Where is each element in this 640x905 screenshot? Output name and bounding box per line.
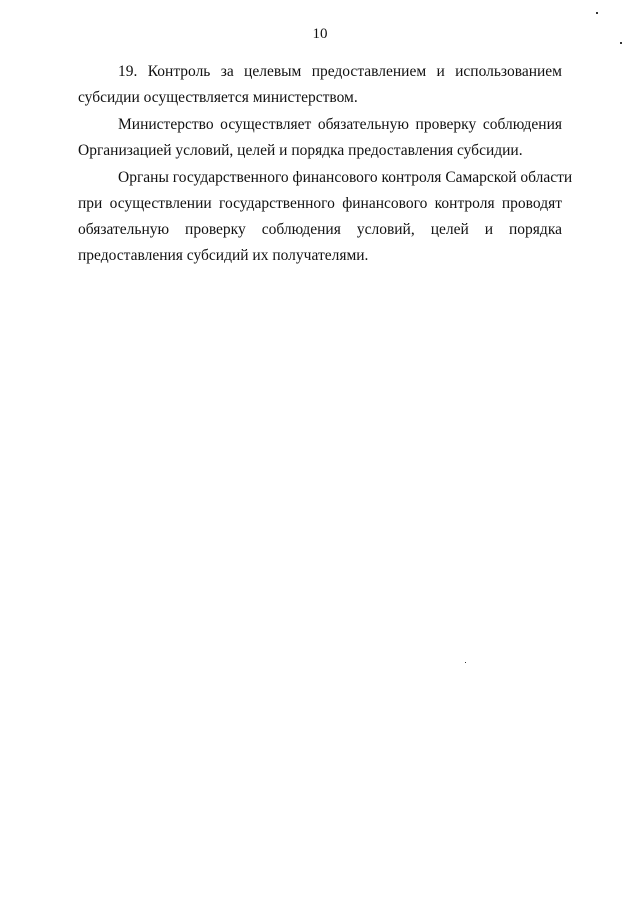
text-line: Органы государственного финансового контроля Самарской области xyxy=(118,169,573,186)
text-line: субсидии осуществляется министерством. xyxy=(78,89,358,106)
text-line: 19. Контроль за целевым предоставлением и использованием xyxy=(118,63,562,80)
text-line: предоставления субсидий их получателями. xyxy=(78,247,369,264)
text-line: Организацией условий, целей и порядка предоставления субсидии. xyxy=(78,142,523,159)
scan-speck xyxy=(596,12,598,14)
page-number: 10 xyxy=(312,26,328,42)
text-line: обязательную проверку соблюдения условий, целей и порядка xyxy=(78,221,562,238)
scan-speck xyxy=(465,662,466,663)
scan-speck xyxy=(620,42,622,44)
text-line: при осуществлении государственного финансового контроля проводят xyxy=(78,195,562,212)
text-line: Министерство осуществляет обязательную проверку соблюдения xyxy=(118,116,562,133)
